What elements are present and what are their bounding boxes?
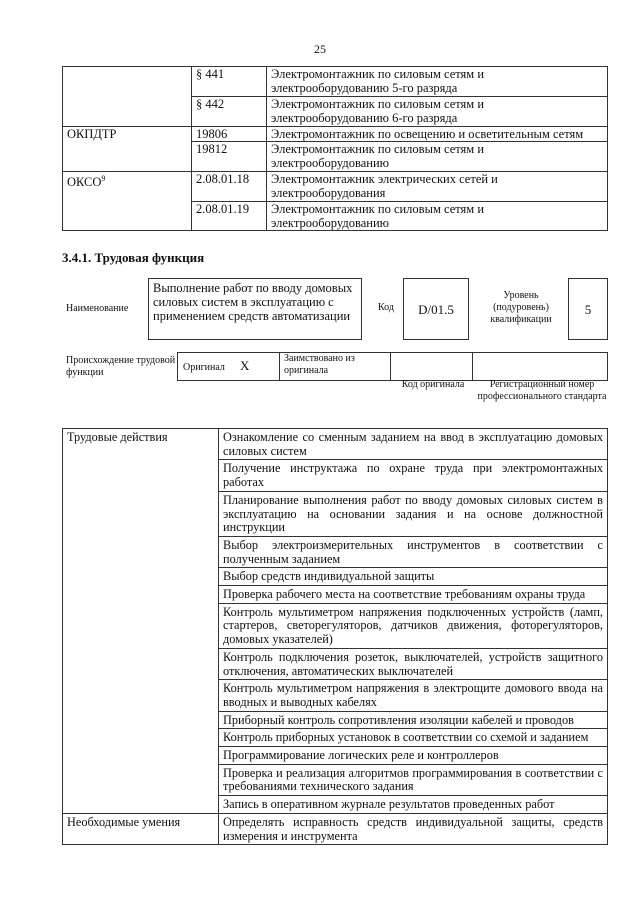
code-original-caption: Код оригинала [401, 379, 465, 390]
skills-label: Необходимые умения [63, 813, 219, 844]
actions-item: Контроль мультиметром напряжения в электрощите домового ввода на вводных и выводных кабелях [219, 680, 608, 711]
skills-item: Определять исправность средств индивидуальной защиты, средств измерения и инструмента [219, 813, 608, 844]
function-code-value: D/01.5 [418, 302, 454, 317]
codes-title: Электромонтажник электрических сетей и электрооборудования [267, 171, 608, 201]
codes-group-cell [63, 201, 192, 231]
codes-title: Электромонтажник по силовым сетям и электрооборудованию 6-го разряда [267, 96, 608, 126]
skills-row [63, 813, 608, 844]
codes-code: § 442 [192, 96, 267, 126]
actions-item: Контроль мультиметром напряжения подключенных устройств (ламп, стартеров, светорегуляторов, датчиков движения, фоторегуляторов, домовых указателей) [219, 603, 608, 648]
borrowed-label: Заимствовано из оригинала [284, 353, 355, 376]
codes-table-row [63, 171, 608, 201]
codes-group-cell [63, 67, 192, 97]
codes-group-cell [63, 142, 192, 172]
actions-item: Выбор средств индивидуальной защиты [219, 568, 608, 586]
codes-code: 2.08.01.19 [192, 201, 267, 231]
actions-item: Программирование логических реле и контроллеров [219, 747, 608, 765]
codes-group: ОКСО [67, 175, 102, 189]
codes-group-cell [63, 171, 192, 201]
reg-number-caption: Регистрационный номер профессионального стандарта [477, 379, 607, 402]
code-original-box [390, 352, 473, 381]
origin-label: Происхождение трудовой функции [66, 355, 176, 378]
level-box [568, 278, 608, 340]
actions-item: Выбор электроизмерительных инструментов в соответствии с полученным заданием [219, 536, 608, 567]
actions-item: Планирование выполнения работ по вводу домовых силовых систем в эксплуатацию на основании задания и на основе должностной инструкции [219, 491, 608, 536]
original-label: Оригинал [183, 362, 225, 373]
codes-code: 2.08.01.18 [192, 171, 267, 201]
page-number: 25 [314, 42, 326, 56]
codes-table [62, 66, 608, 231]
actions-item: Запись в оперативном журнале результатов проведенных работ [219, 796, 608, 814]
codes-table-row [63, 201, 608, 231]
level-value: 5 [584, 302, 592, 317]
codes-title: Электромонтажник по силовым сетям и электрооборудованию [267, 142, 608, 172]
codes-group-cell [63, 126, 192, 141]
original-mark: X [240, 358, 250, 373]
codes-group: ОКПДТР [67, 126, 117, 141]
actions-item: Контроль приборных установок в соответствии со схемой и заданием [219, 729, 608, 747]
level-label: Уровень (подуровень) квалификации [490, 290, 552, 325]
codes-group-cell [63, 96, 192, 126]
codes-code: § 441 [192, 67, 267, 97]
codes-title: Электромонтажник по силовым сетям и электрооборудованию [267, 201, 608, 231]
actions-item: Проверка рабочего места на соответствие требованиям охраны труда [219, 586, 608, 604]
function-code-box [403, 278, 469, 340]
actions-item: Проверка и реализация алгоритмов программирования в соответствии с требованиями технического задания [219, 764, 608, 795]
codes-table-row [63, 142, 608, 172]
reg-number-box [472, 352, 608, 381]
codes-title: Электромонтажник по силовым сетям и электрооборудованию 5-го разряда [267, 67, 608, 97]
actions-item: Приборный контроль сопротивления изоляции кабелей и проводов [219, 711, 608, 729]
codes-code: 19806 [192, 126, 267, 141]
codes-table-row [63, 96, 608, 126]
codes-table-row [63, 67, 608, 97]
codes-title: Электромонтажник по освещению и осветительным сетям [267, 126, 608, 141]
codes-code: 19812 [192, 142, 267, 172]
actions-item: Получение инструктажа по охране труда при электромонтажных работах [219, 460, 608, 491]
name-label: Наименование [66, 303, 129, 314]
code-label: Код [378, 302, 394, 313]
actions-row [63, 429, 608, 460]
function-name-value: Выполнение работ по вводу домовых силовых систем в эксплуатацию с применением средств автоматизации [153, 281, 353, 323]
actions-item: Ознакомление со сменным заданием на ввод в эксплуатацию домовых силовых систем [219, 429, 608, 460]
function-name-box [148, 278, 362, 340]
codes-table-row [63, 126, 608, 141]
section-title: 3.4.1. Трудовая функция [62, 250, 205, 265]
footnote-mark: 9 [101, 173, 106, 183]
actions-item: Контроль подключения розеток, выключателей, устройств защитного отключения, автоматических выключателей [219, 648, 608, 679]
actions-label: Трудовые действия [63, 429, 219, 814]
actions-table [62, 428, 608, 845]
